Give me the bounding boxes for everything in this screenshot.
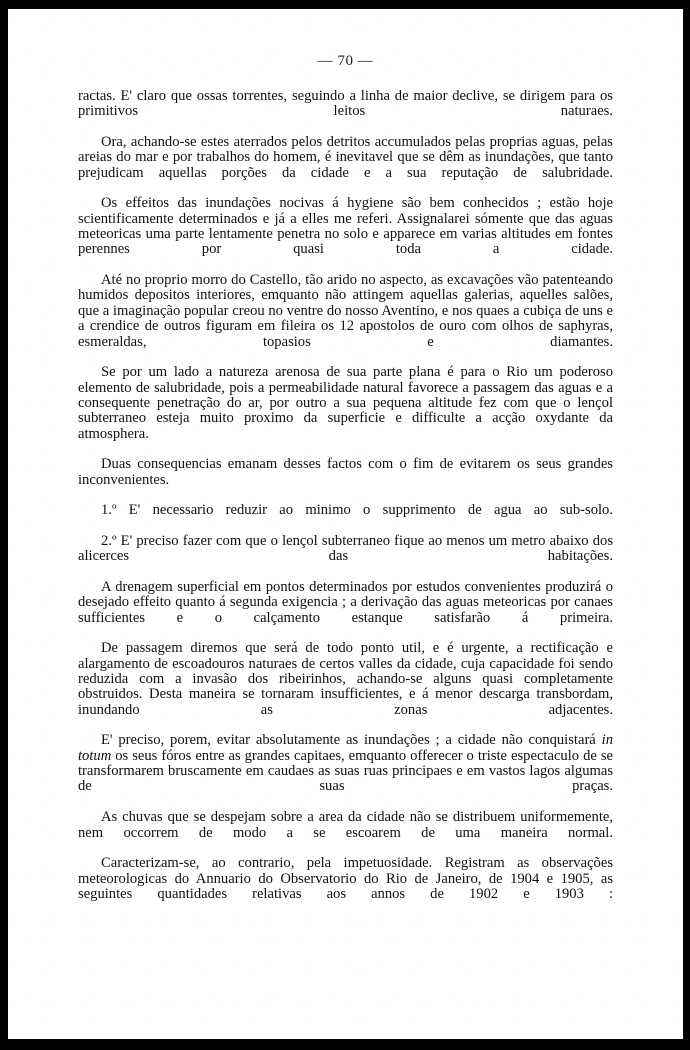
body-text-block (78, 89, 613, 918)
body-paragraph: 2.º E' preciso fazer com que o lençol subterraneo fique ao menos um metro abaixo dos alicerces das habitações. (78, 532, 613, 565)
body-paragraph: E' preciso, porem, evitar absolutamente as inundações ; a cidade não conquistará in totum os seus fóros entre as grandes capitaes, emquanto offerecer o triste espectaculo de se transformarem bruscamente em caudaes as suas ruas principaes e em vastos lagos algumas de suas praças. (78, 732, 613, 795)
body-paragraph: Até no proprio morro do Castello, tão arido no aspecto, as excavações vão patenteando humidos depositos interiores, emquanto não attingem aquellas galerias, aquelles salões, que a imaginação popular creou no ventre do nosso Aventino, e nos quaes a cubiça de uns e a crendice de outros figuram em fileira os 12 apostolos de ouro com olhos de saphyras, esmeraldas, topasios e diamantes. (78, 272, 613, 350)
latin-phrase: in totum (78, 732, 613, 764)
body-paragraph: As chuvas que se despejam sobre a area da cidade não se distribuem uniformemente, nem occorrem de modo a se escoarem de uma maneira normal. (78, 809, 613, 841)
body-paragraph: A drenagem superficial em pontos determinados por estudos convenientes produzirá o desejado effeito quanto á segunda exigencia ; a derivação das aguas meteoricas por canaes sufficientes e o calçamento estanque satisfarão á primeira. (78, 579, 613, 626)
body-paragraph: 1.º E' necessario reduzir ao minimo o supprimento de agua ao sub-solo. (101, 502, 613, 519)
body-paragraph: Duas consequencias emanam desses factos com o fim de evitarem os seus grandes inconvenientes. (78, 456, 613, 488)
body-paragraph: Ora, achando-se estes aterrados pelos detritos accumulados pelas proprias aguas, pelas areias do mar e por trabalhos do homem, é inevitavel que se dêm as inundações, que tanto prejudicam aquellas porções da cidade e a sua reputação de salubridade. (78, 134, 613, 181)
body-paragraph: Caracterizam-se, ao contrario, pela impetuosidade. Registram as observações meteorologicas do Annuario do Observatorio do Rio de Janeiro, de 1904 e 1905, as seguintes quantidades relativas aos annos de 1902 e 1903 : (78, 855, 613, 902)
page-number: — 70 — (317, 53, 374, 69)
body-paragraph: ractas. E' claro que ossas torrentes, seguindo a linha de maior declive, se dirigem para os primitivos leitos naturaes. (78, 88, 613, 120)
paper-sheet (8, 9, 683, 1039)
body-paragraph: Os effeitos das inundações nocivas á hygiene são bem conhecidos ; estão hoje scientificamente determinados e já a elles me referi. Assignalarei sómente que das aguas meteoricas uma parte lentamente penetra no solo e apparece em varias altitudes em fontes perennes por quasi toda a cidade. (78, 195, 613, 258)
body-paragraph: De passagem diremos que será de todo ponto util, e é urgente, a rectificação e alargamento de escoadouros naturaes de certos valles da cidade, cuja capacidade foi sendo reduzida com a invasão dos ribeirinhos, achando-se alguns quasi completamente obstruidos. Desta maneira se tornaram insufficientes, e á menor descarga transbordam, inundando as zonas adjacentes. (78, 640, 613, 718)
body-paragraph: Se por um lado a natureza arenosa de sua parte plana é para o Rio um poderoso elemento de salubridade, pois a permeabilidade natural favorece a passagem das aguas e a consequente penetração do ar, por outro a sua pequena altitude fez com que o lençol subterraneo esteja muito proximo da superficie e difficulte a acção oxydante da atmosphera. (78, 364, 613, 442)
